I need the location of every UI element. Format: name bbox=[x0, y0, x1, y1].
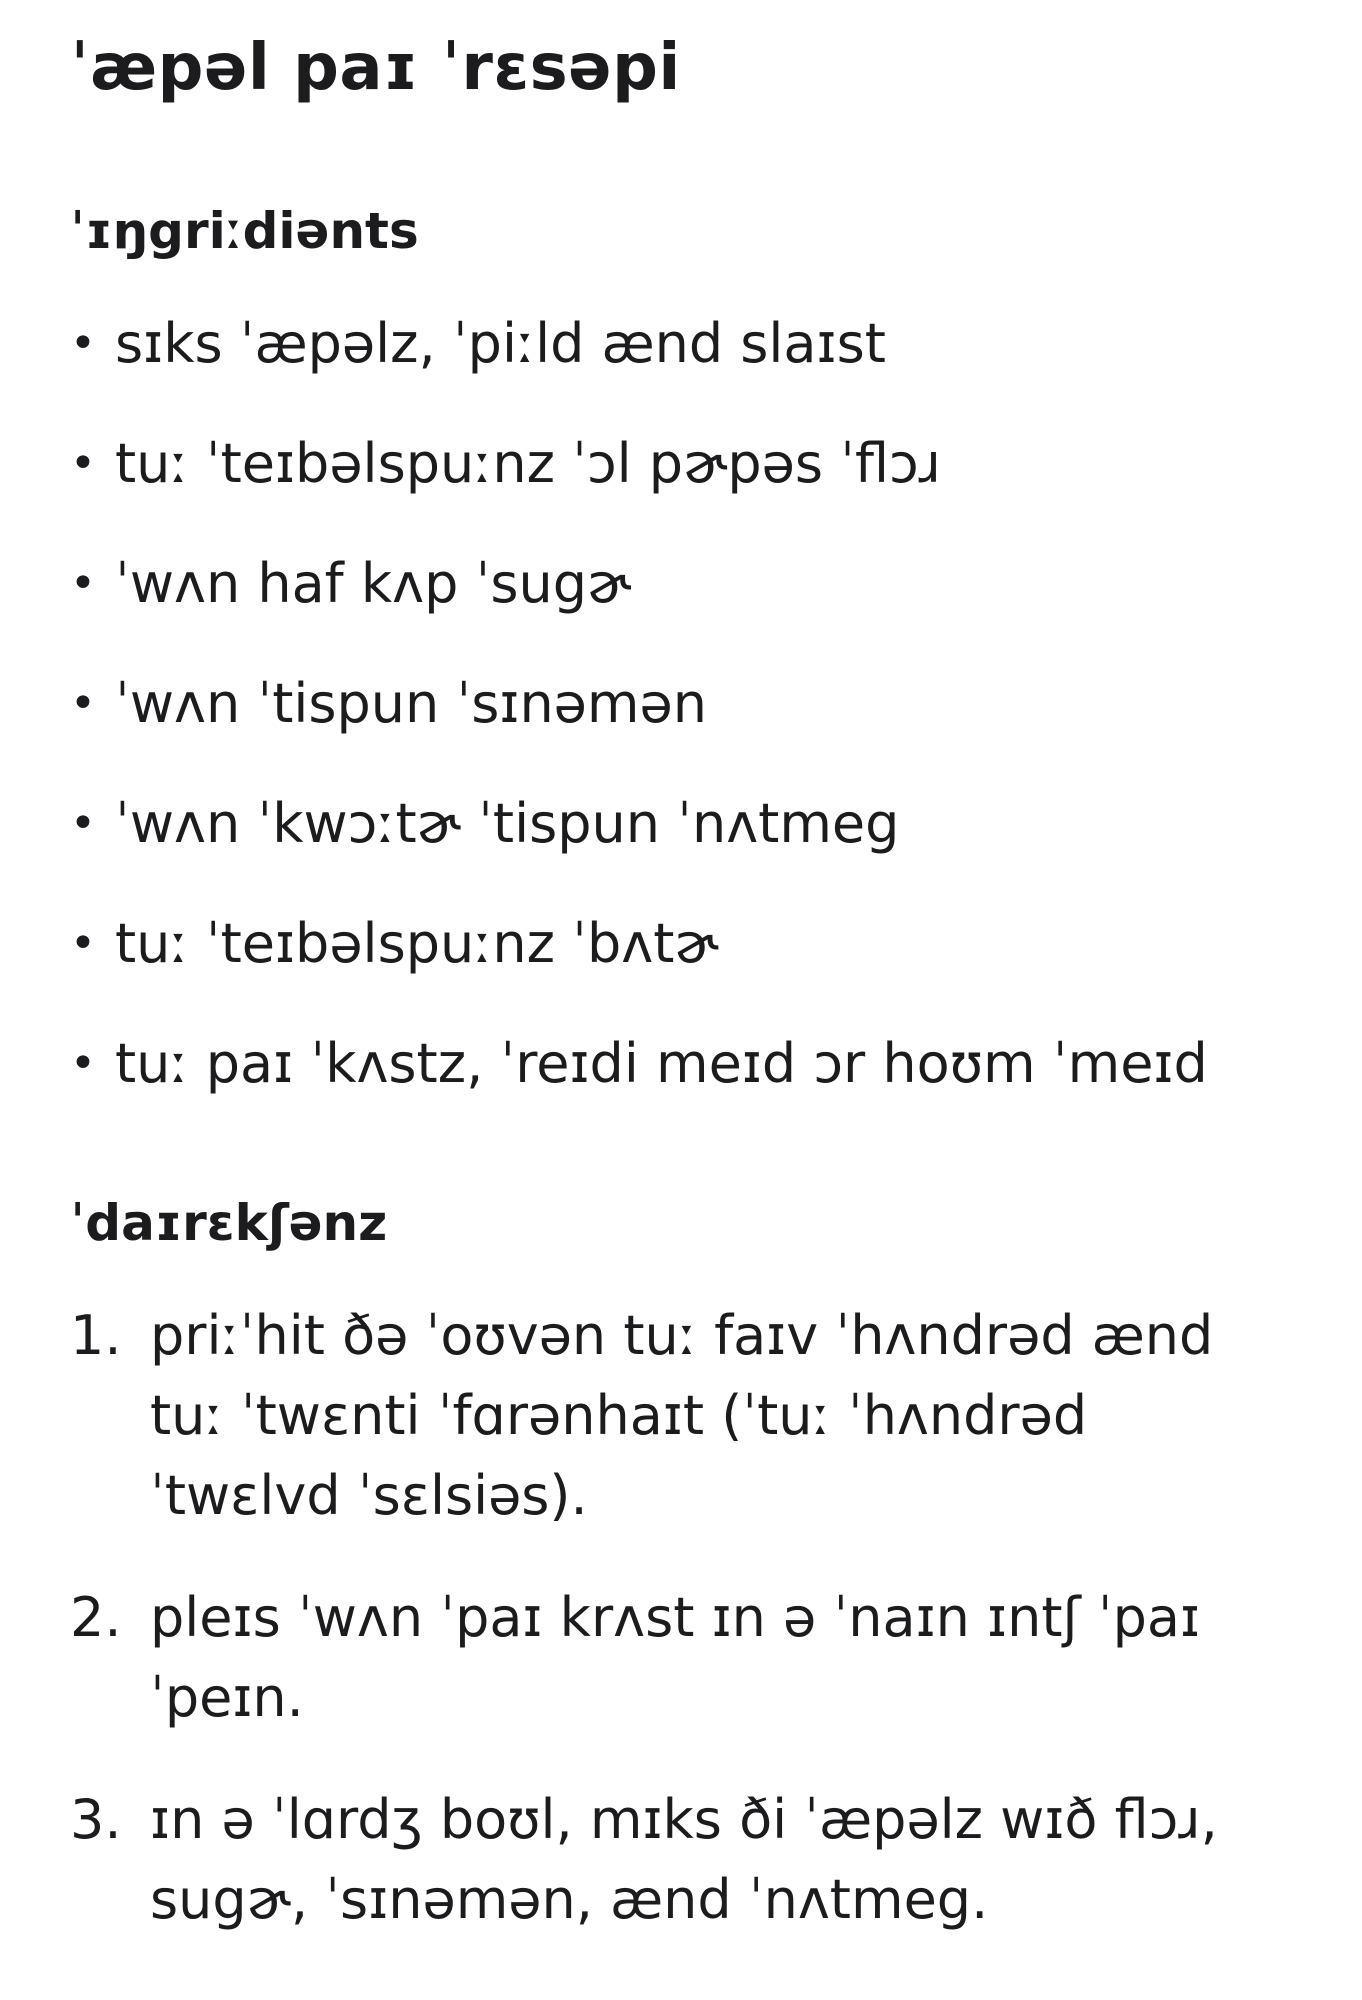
ingredient-text: ˈwʌn haf kʌp ˈsugɚ bbox=[115, 552, 632, 615]
step-text: priːˈhit ðə ˈoʊvən tuː faɪv ˈhʌndrəd ænd tuː ˈtwɛnti ˈfɑrənhaɪt (ˈtuː ˈhʌndrəd ˈtwɛlvd ˈsɛlsiəs). bbox=[150, 1304, 1214, 1527]
directions-heading: ˈdaɪrɛkʃənz bbox=[70, 1194, 388, 1252]
page-title: ˈæpəl paɪ ˈrɛsəpi bbox=[70, 31, 681, 105]
ingredient-item bbox=[70, 424, 1208, 544]
step-text: pleɪs ˈwʌn ˈpaɪ krʌst ɪn ə ˈnaɪn ɪntʃ ˈpaɪ ˈpeɪn. bbox=[150, 1586, 1201, 1729]
step-number: 2. bbox=[70, 1586, 122, 1649]
ingredients-heading: ˈɪŋgriːdiənts bbox=[70, 202, 419, 260]
ingredient-text: sɪks ˈæpəlz, ˈpiːld ænd slaɪst bbox=[115, 312, 886, 375]
ingredient-item bbox=[70, 664, 1208, 784]
directions-list bbox=[70, 1296, 1270, 1982]
ingredient-item bbox=[70, 544, 1208, 664]
step-text: ɪn ə ˈlɑrdʒ boʊl, mɪks ði ˈæpəlz wɪð flɔɹ, sugɚ, ˈsɪnəmən, ænd ˈnʌtmeg. bbox=[150, 1788, 1218, 1931]
bullet-icon: • bbox=[70, 798, 96, 849]
bullet-icon: • bbox=[70, 558, 96, 609]
bullet-icon: • bbox=[70, 918, 96, 969]
ingredient-item bbox=[70, 1024, 1208, 1144]
bullet-icon: • bbox=[70, 1038, 96, 1089]
step-number: 1. bbox=[70, 1304, 122, 1367]
step-number: 3. bbox=[70, 1788, 122, 1851]
ingredient-item bbox=[70, 904, 1208, 1024]
ingredient-item bbox=[70, 304, 1208, 424]
direction-step bbox=[70, 1296, 1270, 1536]
bullet-icon: • bbox=[70, 438, 96, 489]
ingredients-list bbox=[70, 304, 1208, 1144]
direction-step bbox=[70, 1578, 1270, 1738]
ingredient-text: tuː ˈteɪbəlspuːnz ˈbʌtɚ bbox=[115, 912, 719, 975]
bullet-icon: • bbox=[70, 678, 96, 729]
ingredient-text: ˈwʌn ˈtispun ˈsɪnəmən bbox=[115, 672, 707, 735]
bullet-icon: • bbox=[70, 318, 96, 369]
ingredient-text: ˈwʌn ˈkwɔːtɚ ˈtispun ˈnʌtmeg bbox=[115, 792, 900, 855]
ingredient-text: tuː paɪ ˈkʌstz, ˈreɪdi meɪd ɔr hoʊm ˈmeɪd bbox=[115, 1032, 1208, 1095]
ingredient-item bbox=[70, 784, 1208, 904]
direction-step bbox=[70, 1780, 1270, 1940]
ingredient-text: tuː ˈteɪbəlspuːnz ˈɔl pɚpəs ˈflɔɹ bbox=[115, 432, 942, 495]
